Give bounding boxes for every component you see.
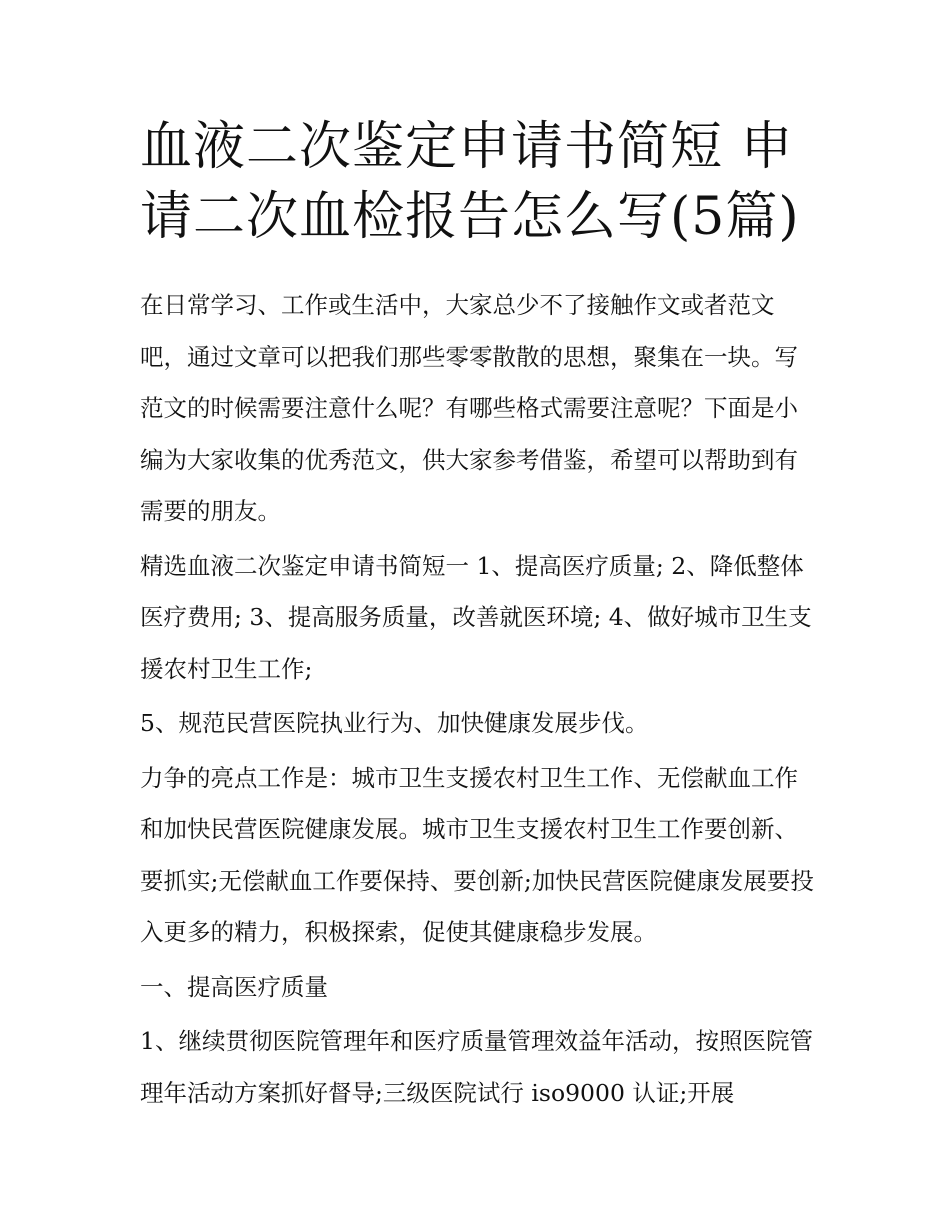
paragraph-goals: 精选血液二次鉴定申请书简短一 1、提高医疗质量; 2、降低整体医疗费用; 3、提高服务质量，改善就医环境; 4、做好城市卫生支援农村卫生工作;: [140, 551, 812, 683]
paragraph-item-1: 1、继续贯彻医院管理年和医疗质量管理效益年活动，按照医院管理年活动方案抓好督导;三级医院试行 iso9000 认证;开展: [140, 1027, 813, 1107]
paragraph-intro: 在日常学习、工作或生活中，大家总少不了接触作文或者范文吧，通过文章可以把我们那些零零散散的思想，聚集在一块。写范文的时候需要注意什么呢？有哪些格式需要注意呢？下面是小编为大家收集的优秀范文，供大家参考借鉴，希望可以帮助到有需要的朋友。: [140, 291, 798, 525]
document-body: [140, 280, 820, 1119]
paragraph-highlights: 力争的亮点工作是：城市卫生支援农村卫生工作、无偿献血工作和加快民营医院健康发展。城市卫生支援农村卫生工作要创新、要抓实;无偿献血工作要保持、要创新;加快民营医院健康发展要投入更多的精力，积极探索，促使其健康稳步发展。: [140, 763, 814, 946]
document-title: 血液二次鉴定申请书简短 申请二次血检报告怎么写(5篇): [140, 117, 800, 247]
section-heading: 一、提高医疗质量: [140, 972, 328, 1001]
paragraph-goal-5: 5、规范民营医院执业行为、加快健康发展步伐。: [140, 709, 649, 737]
